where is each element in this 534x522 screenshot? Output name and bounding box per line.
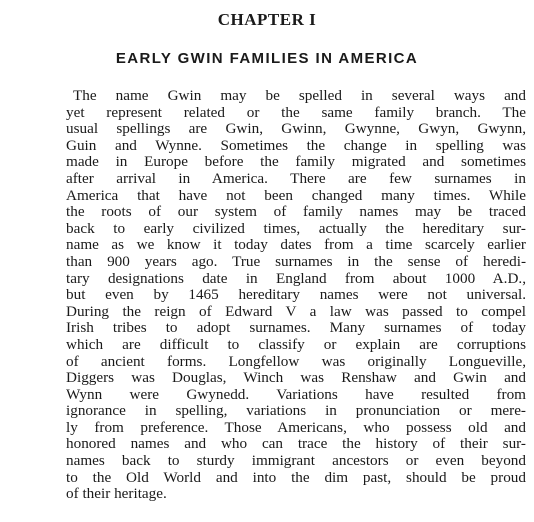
- text-line: of ancient forms. Longfellow was originally Longueville,: [66, 352, 526, 370]
- text-line: made in Europe before the family migrated and sometimes: [66, 153, 526, 171]
- text-line: tary designations date in England from about 1000 A.D.,: [66, 269, 526, 287]
- text-line: Irish tribes to adopt surnames. Many surnames of today: [66, 319, 526, 337]
- chapter-title: EARLY GWIN FAMILIES IN AMERICA: [115, 50, 419, 67]
- text-line: Guin and Wynne. Sometimes the change in spelling was: [66, 136, 526, 154]
- text-line: yet represent related or the same family branch. The: [66, 103, 526, 121]
- text-line: which are difficult to classify or explain are corruptions: [66, 335, 526, 353]
- text-line: honored names and who can trace the history of their sur-: [66, 435, 526, 453]
- body-paragraph: [66, 88, 526, 503]
- text-line: During the reign of Edward V a law was passed to compel: [66, 302, 526, 320]
- text-line: to the Old World and into the dim past, should be proud: [66, 468, 526, 486]
- text-line: Wynn were Gwynedd. Variations have resulted from: [66, 385, 526, 403]
- chapter-heading: CHAPTER I: [217, 10, 317, 29]
- text-line: back to early civilized times, actually the hereditary sur-: [66, 219, 526, 237]
- text-line: name as we know it today dates from a time scarcely earlier: [66, 236, 526, 254]
- text-line: usual spellings are Gwin, Gwinn, Gwynne, Gwyn, Gwynn,: [66, 120, 526, 138]
- text-line: after arrival in America. There are few surnames in: [66, 169, 526, 187]
- text-line: ly from preference. Those Americans, who possess old and: [66, 418, 526, 436]
- text-line: of their heritage.: [66, 485, 167, 503]
- text-line: names back to sturdy immigrant ancestors or even beyond: [66, 452, 526, 470]
- text-line: America that have not been changed many times. While: [66, 186, 526, 204]
- text-line: than 900 years ago. True surnames in the sense of heredi-: [66, 252, 526, 270]
- text-line: the roots of our system of family names may be traced: [66, 203, 526, 221]
- text-line: Diggers was Douglas, Winch was Renshaw and Gwin and: [66, 369, 526, 387]
- text-line: but even by 1465 hereditary names were not universal.: [66, 286, 526, 304]
- text-line: ignorance in spelling, variations in pronunciation or mere-: [66, 402, 526, 420]
- text-line: The name Gwin may be spelled in several ways and: [73, 87, 526, 104]
